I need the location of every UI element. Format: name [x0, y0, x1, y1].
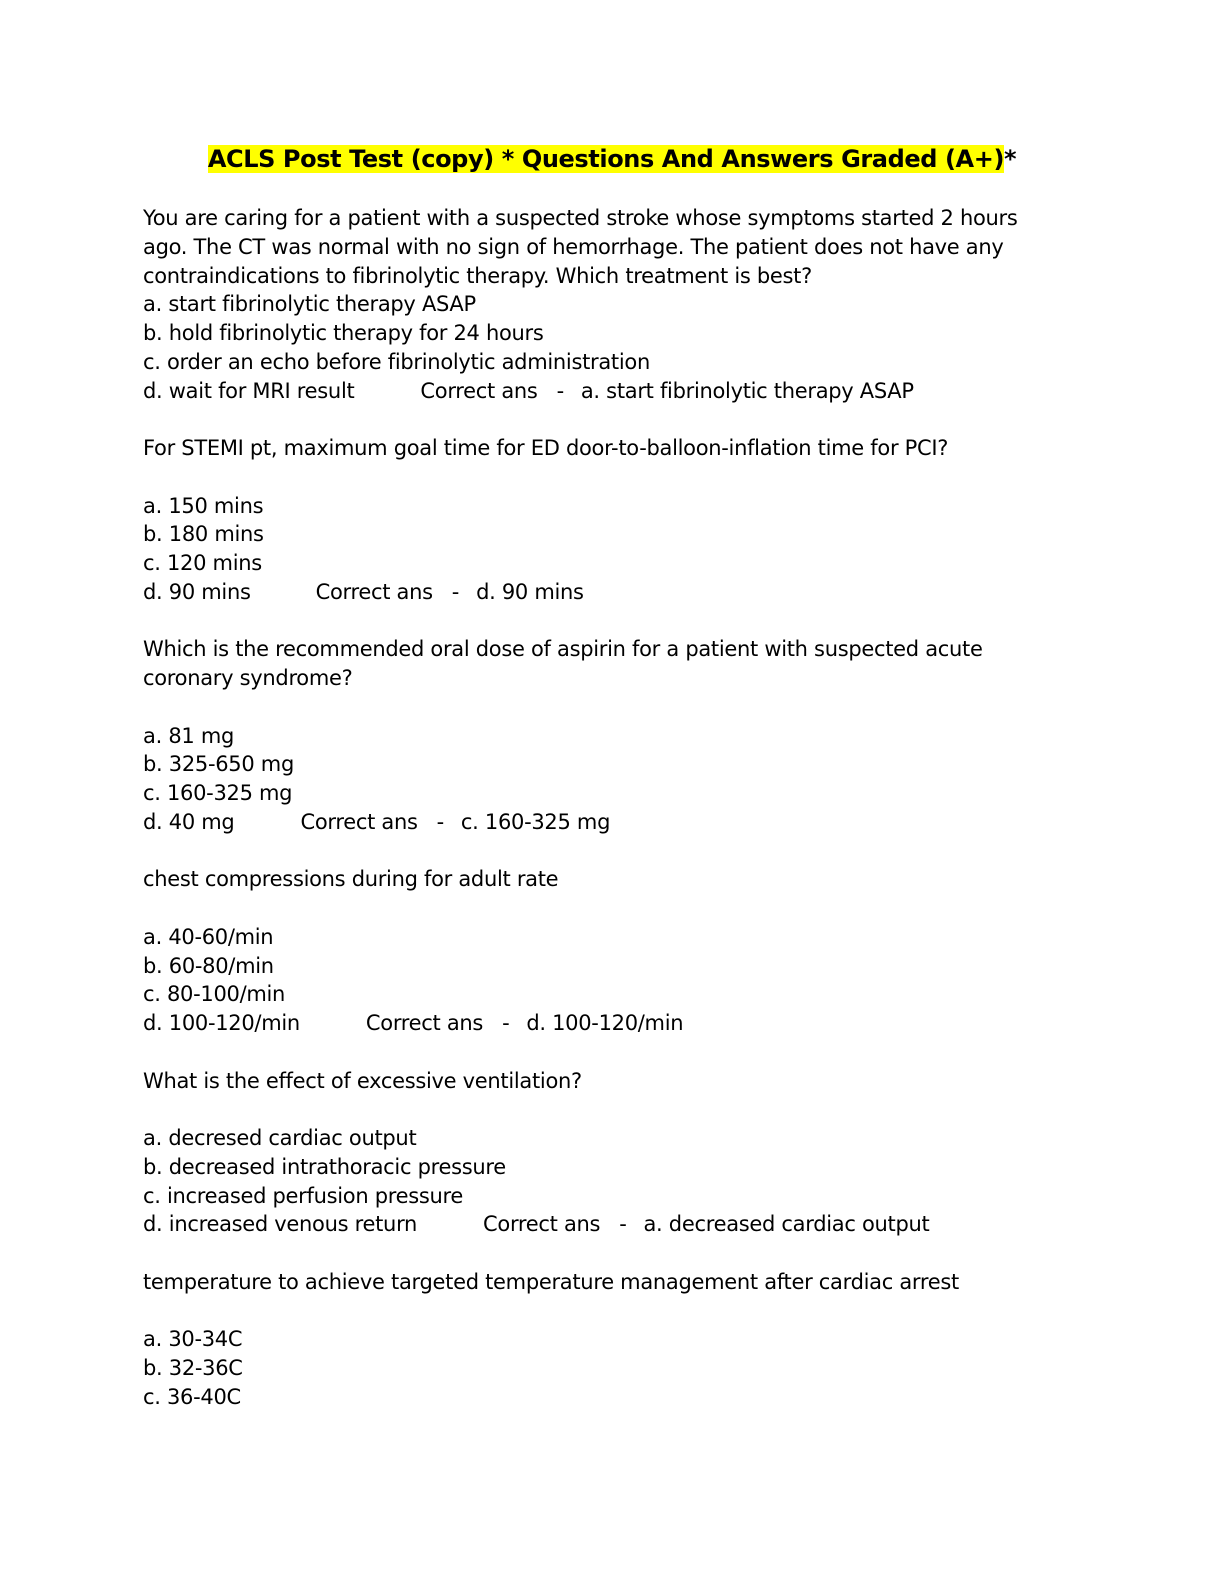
answer-option: c. 36-40C — [143, 1384, 241, 1409]
answer-option-with-correct-answer — [143, 808, 1093, 837]
question-block — [143, 434, 1093, 635]
answer-option: b. 180 mins — [143, 522, 264, 547]
question-block — [143, 204, 1093, 434]
question-block — [143, 865, 1093, 1066]
answer-option: b. 325-650 mg — [143, 752, 294, 777]
question-stem-line: Which is the recommended oral dose of aspirin for a patient with suspected acute — [143, 637, 983, 662]
answer-separator: - — [556, 378, 564, 403]
question-stem-line: coronary syndrome? — [143, 666, 353, 690]
question-block — [143, 1067, 1093, 1268]
answer-option: c. increased perfusion pressure — [143, 1183, 464, 1208]
answer-option: c. order an echo before fibrinolytic administration — [143, 349, 650, 374]
answer-option: a. 81 mg — [143, 723, 235, 748]
answer-option-with-correct-answer — [143, 1009, 1093, 1038]
question-stem-line: What is the effect of excessive ventilation? — [143, 1068, 582, 1093]
question-stem-line: temperature to achieve targeted temperature management after cardiac arrest — [143, 1269, 959, 1294]
title-highlighted-text: ACLS Post Test (copy) * Questions And Answers Graded (A+) — [207, 145, 1005, 173]
document-title — [208, 141, 1016, 177]
question-stem-line: You are caring for a patient with a suspected stroke whose symptoms started 2 hours — [143, 206, 1018, 230]
correct-answer: a. decreased cardiac output — [643, 1212, 930, 1237]
answer-option-with-correct-answer — [143, 578, 1093, 607]
answer-separator: - — [619, 1212, 627, 1237]
question-block — [143, 635, 1093, 865]
answer-option: d. 90 mins — [143, 579, 251, 604]
answer-option: c. 160-325 mg — [143, 781, 293, 805]
question-stem-line: contraindications to fibrinolytic therapy. Which treatment is best? — [143, 263, 812, 288]
questions-body — [143, 204, 1093, 1412]
answer-separator: - — [436, 809, 444, 834]
question-stem-line: chest compressions during for adult rate — [143, 867, 559, 892]
question-stem-line: ago. The CT was normal with no sign of hemorrhage. The patient does not have any — [143, 234, 1004, 259]
answer-option: a. 30-34C — [143, 1327, 243, 1352]
correct-answer-label: Correct ans — [420, 378, 538, 403]
answer-option: d. 40 mg — [143, 809, 235, 834]
question-stem-line: For STEMI pt, maximum goal time for ED door-to-balloon-inflation time for PCI? — [143, 436, 949, 460]
correct-answer: a. start fibrinolytic therapy ASAP — [580, 378, 914, 403]
answer-option-with-correct-answer — [143, 377, 1093, 406]
answer-option: b. 32-36C — [143, 1356, 243, 1380]
answer-separator: - — [451, 579, 460, 604]
answer-option: b. decreased intrathoracic pressure — [143, 1154, 506, 1179]
correct-answer: c. 160-325 mg — [460, 809, 611, 834]
answer-option: a. 40-60/min — [143, 924, 274, 949]
correct-answer: d. 100-120/min — [526, 1011, 684, 1035]
correct-answer-label: Correct ans — [365, 1011, 484, 1035]
correct-answer: d. 90 mins — [476, 579, 584, 604]
answer-option: a. decresed cardiac output — [143, 1126, 417, 1150]
correct-answer-label: Correct ans — [315, 579, 433, 604]
answer-option: c. 80-100/min — [143, 982, 286, 1007]
answer-option: d. 100-120/min — [143, 1011, 300, 1035]
answer-option: b. 60-80/min — [143, 953, 274, 978]
answer-option: c. 120 mins — [143, 551, 262, 575]
question-block — [143, 1268, 1093, 1412]
title-block — [0, 141, 1224, 177]
title-trailing-asterisk: * — [1004, 145, 1017, 173]
answer-option: b. hold fibrinolytic therapy for 24 hours — [143, 321, 544, 345]
answer-option: a. start fibrinolytic therapy ASAP — [143, 292, 476, 317]
correct-answer-label: Correct ans — [300, 809, 418, 834]
answer-option: d. wait for MRI result — [143, 378, 355, 403]
answer-separator: - — [502, 1011, 510, 1035]
answer-option-with-correct-answer — [143, 1210, 1093, 1239]
correct-answer-label: Correct ans — [483, 1212, 601, 1237]
answer-option: a. 150 mins — [143, 493, 264, 518]
answer-option: d. increased venous return — [143, 1212, 418, 1237]
